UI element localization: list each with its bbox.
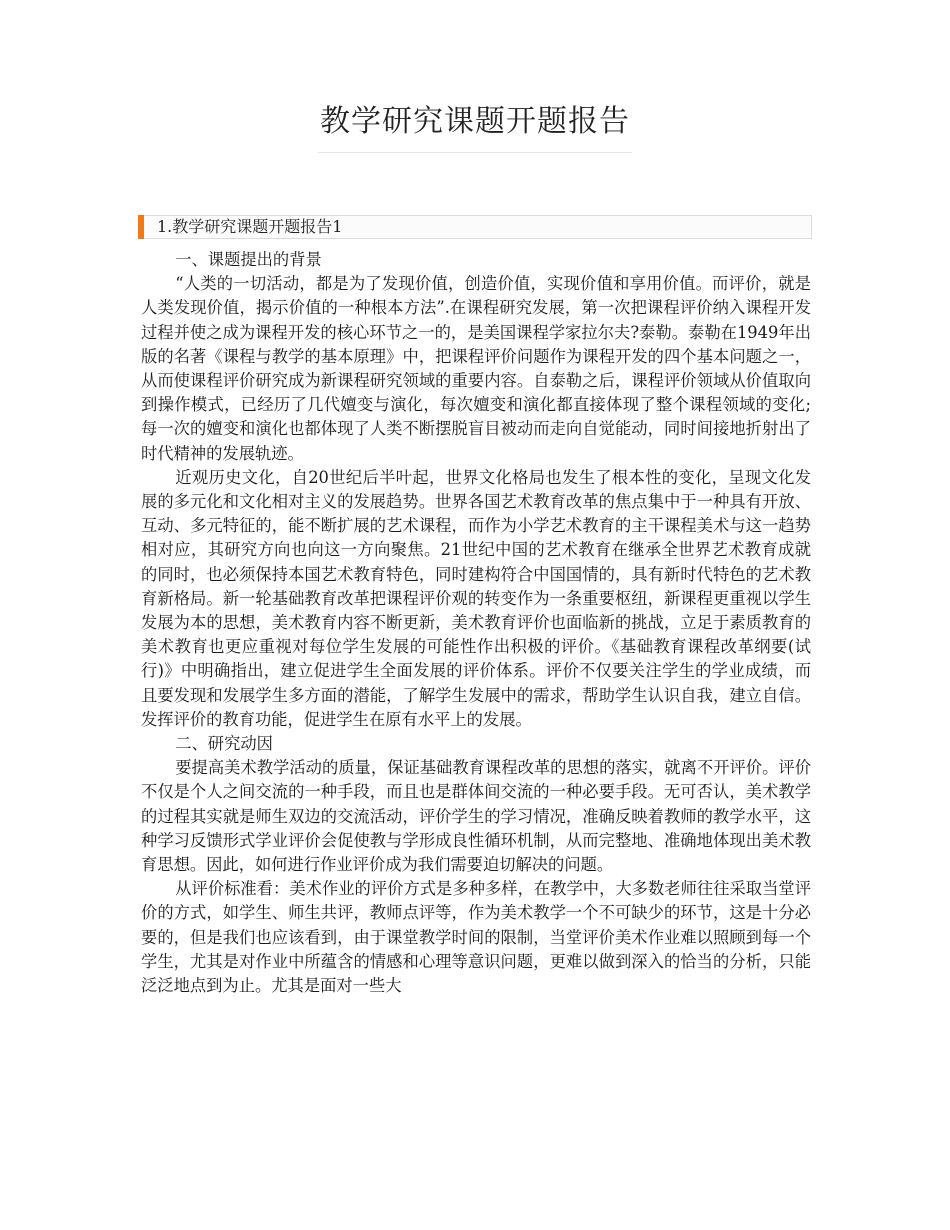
page-title: 教学研究课题开题报告 xyxy=(320,104,630,139)
paragraph: 要提高美术教学活动的质量，保证基础教育课程改革的思想的落实，就离不开评价。评价不仅是个人之间交流的一种手段，而且也是群体间交流的一种必要手段。无可否认，美术教学的过程其实就是师生双边的交流活动，评价学生的学习情况，准确反映着教师的教学水平，这种学习反馈形式学业评价会促使教与学形成良性循环机制，从而完整地、准确地体现出美术教育思想。因此，如何进行作业评价成为我们需要迫切解决的问题。 xyxy=(141,758,811,875)
heading-background: 一、课题提出的背景 xyxy=(175,250,322,269)
title-block xyxy=(318,94,632,153)
section-title: 1.教学研究课题开题报告1 xyxy=(157,217,343,236)
document-body xyxy=(141,248,811,998)
section-header xyxy=(138,215,812,239)
paragraph: 近观历史文化，自20世纪后半叶起，世界文化格局也发生了根本性的变化，呈现文化发展的多元化和文化相对主义的发展趋势。世界各国艺术教育改革的焦点集中于一种具有开放、互动、多元特征的，能不断扩展的艺术课程，而作为小学艺术教育的主干课程美术与这一趋势相对应，其研究方向也向这一方向聚焦。21世纪中国的艺术教育在继承全世界艺术教育成就的同时，也必须保持本国艺术教育特色，同时建构符合中国国情的，具有新时代特色的艺术教育新格局。新一轮基础教育改革把课程评价观的转变作为一条重要枢纽，新课程更重视以学生发展为本的思想，美术教育内容不断更新，美术教育评价也面临新的挑战，立足于素质教育的美术教育也更应重视对每位学生发展的可能性作出积极的评价。《基础教育课程改革纲要(试行)》中明确指出，建立促进学生全面发展的评价体系。评价不仅要关注学生的学业成绩，而且要发现和发展学生多方面的潜能，了解学生发展中的需求，帮助学生认识自我，建立自信。发挥评价的教育功能，促进学生在原有水平上的发展。 xyxy=(141,467,811,729)
paragraph: “人类的一切活动，都是为了发现价值，创造价值，实现价值和享用价值。而评价，就是人类发现价值，揭示价值的一种根本方法”.在课程研究发展，第一次把课程评价纳入课程开发过程并使之成为课程开发的核心环节之一的，是美国课程学家拉尔夫?泰勒。泰勒在1949年出版的名著《课程与教学的基本原理》中，把课程评价问题作为课程开发的四个基本问题之一，从而使课程评价研究成为新课程研究领域的重要内容。自泰勒之后，课程评价领域从价值取向到操作模式，已经历了几代嬗变与演化，每次嬗变和演化都直接体现了整个课程领域的变化;每一次的嬗变和演化也都体现了人类不断摆脱盲目被动而走向自觉能动，同时间接地折射出了时代精神的发展轨迹。 xyxy=(141,274,811,463)
heading-motivation: 二、研究动因 xyxy=(175,734,273,754)
section-accent-bar xyxy=(138,215,144,239)
paragraph: 从评价标准看：美术作业的评价方式是多种多样，在教学中，大多数老师往往采取当堂评价的方式，如学生、师生共评，教师点评等，作为美术教学一个不可缺少的环节，这是十分必要的，但是我们也应该看到，由于课堂教学时间的限制，当堂评价美术作业难以照顾到每一个学生，尤其是对作业中所蕴含的情感和心理等意识问题，更难以做到深入的恰当的分析，只能泛泛地点到为止。尤其是面对一些大 xyxy=(141,879,811,996)
